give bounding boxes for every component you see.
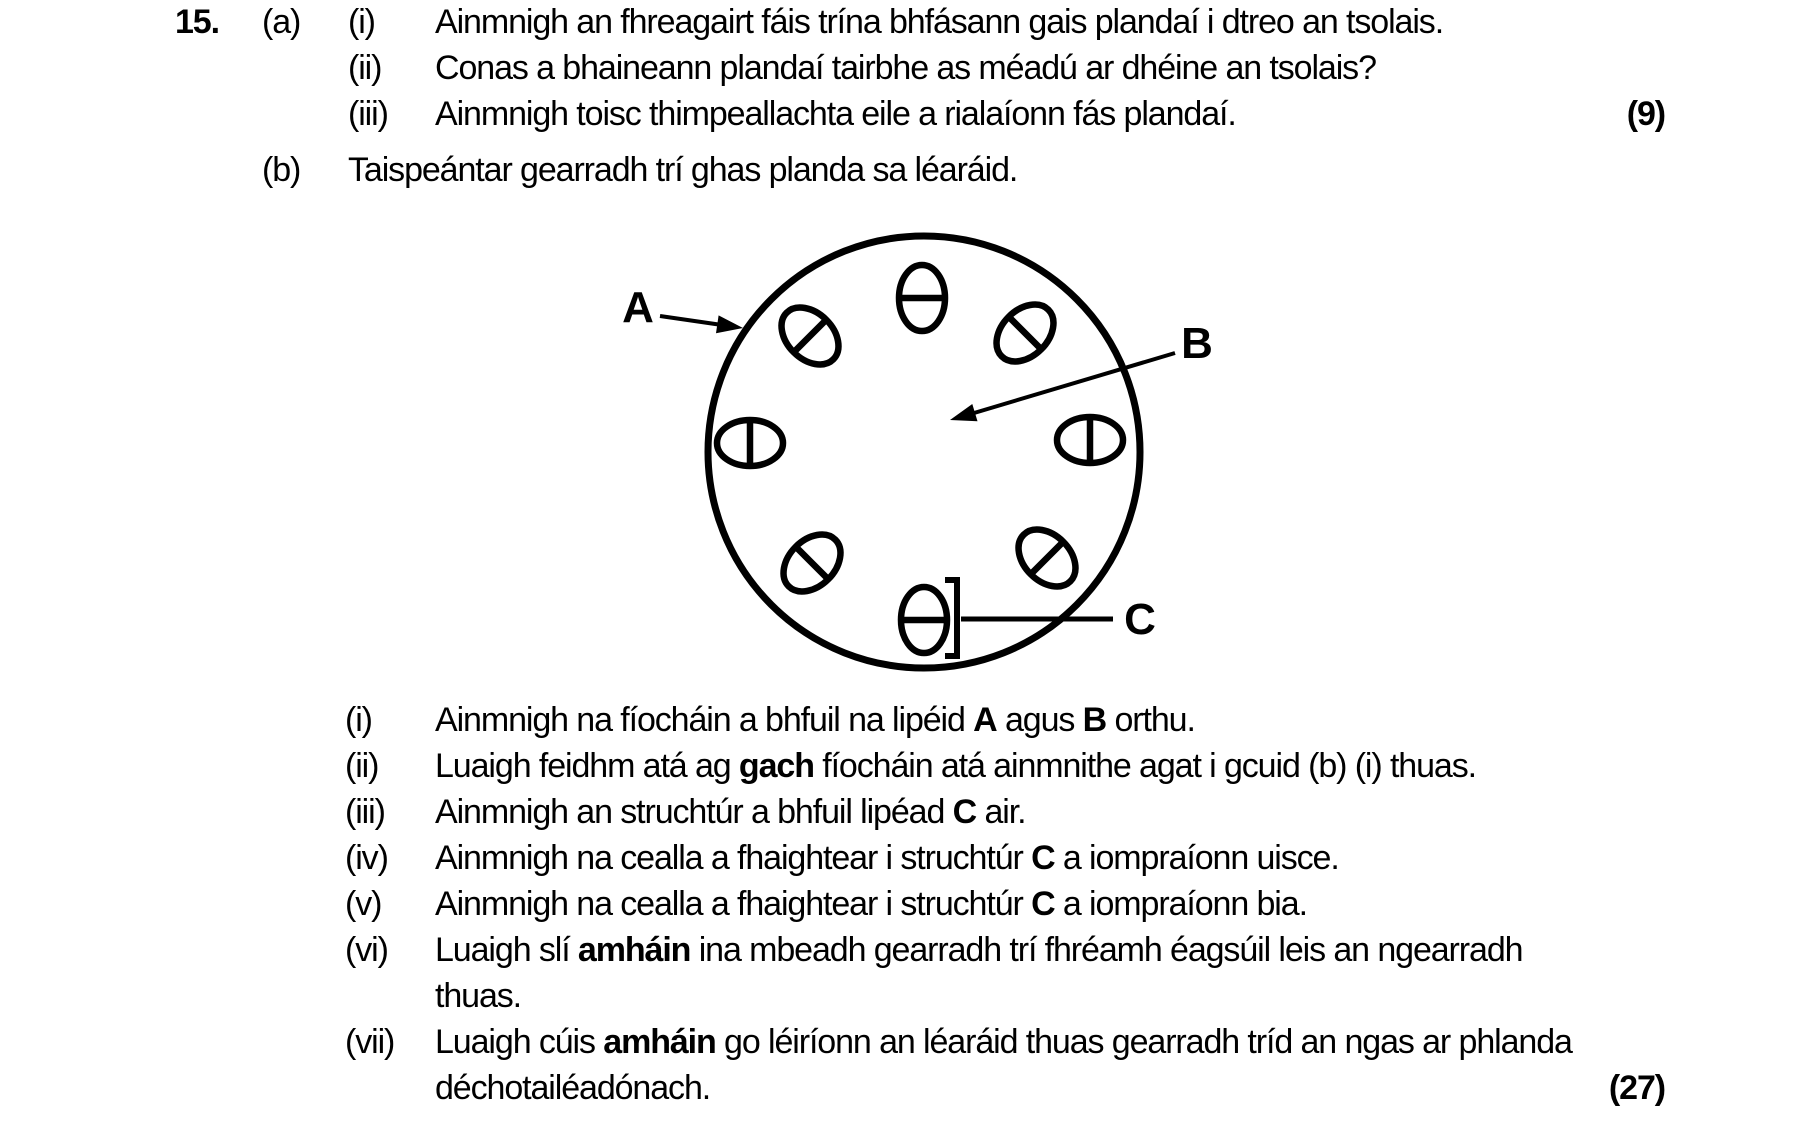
row-15b-ii [0,744,1818,788]
line-text: Luaigh cúis amháin go léiríonn an léaráid thuas gearradh tríd an ngas ar phlanda [435,1023,1572,1061]
vascular-bundle-southeast [1007,518,1086,597]
row-15b-iii [0,790,1818,834]
label-b: B [1181,319,1213,368]
line-text: Ainmnigh na fíocháin a bhfuil na lipéid A agus B orthu. [435,701,1195,739]
row-15b-intro [0,148,1818,192]
vascular-bundle-west [717,420,783,466]
row-15b-iv [0,836,1818,880]
label-a-arrow [660,315,743,333]
line-text: Luaigh slí amháin ina mbeadh gearradh trí fhréamh éagsúil leis an ngearradh [435,931,1523,969]
marks-badge: (27) [1608,1069,1665,1107]
part-label-b: (b) [262,151,301,189]
roman-ii: (ii) [345,747,379,785]
line-text: Ainmnigh na cealla a fhaightear i struchtúr C a iompraíonn bia. [435,885,1307,923]
question-number: 15. [175,3,219,41]
vascular-bundle-southwest [772,523,851,602]
row-15b-vii-cont [0,1066,1818,1110]
roman-iii: (iii) [345,793,385,831]
label-c: C [1124,595,1156,644]
label-b-arrow [950,353,1175,421]
row-15a-iii [0,92,1818,136]
roman-vi: (vi) [345,931,388,969]
row-15a-i [0,0,1818,44]
row-15a-ii [0,46,1818,90]
stem-cross-section-diagram [560,195,1260,695]
vascular-bundle-south [901,587,947,653]
vascular-bundle-east [1057,417,1123,463]
line-text: Taispeántar gearradh trí ghas planda sa léaráid. [348,151,1018,189]
vascular-bundle-north [899,265,945,331]
row-15b-vi [0,928,1818,972]
row-15b-vii [0,1020,1818,1064]
line-text: Conas a bhaineann plandaí tairbhe as méadú ar dhéine an tsolais? [435,49,1376,87]
roman-i: (i) [345,701,372,739]
roman-iv: (iv) [345,839,388,877]
line-text: Luaigh feidhm atá ag gach fíocháin atá ainmnithe agat i gcuid (b) (i) thuas. [435,747,1476,785]
vascular-bundle-northwest [770,296,849,375]
row-15b-i [0,698,1818,742]
roman-v: (v) [345,885,382,923]
line-text: Ainmnigh toisc thimpeallachta eile a rialaíonn fás plandaí. [435,95,1236,133]
marks-badge: (9) [1626,95,1665,133]
line-text: thuas. [435,977,522,1015]
roman-vii: (vii) [345,1023,395,1061]
line-text: déchotailéadónach. [435,1069,711,1107]
line-text: Ainmnigh an struchtúr a bhfuil lipéad C air. [435,793,1026,831]
row-15b-vi-cont [0,974,1818,1018]
roman-ii: (ii) [348,49,382,87]
line-text: Ainmnigh na cealla a fhaightear i struchtúr C a iompraíonn uisce. [435,839,1339,877]
roman-iii: (iii) [348,95,388,133]
vascular-bundle-ring [717,265,1123,653]
line-text: Ainmnigh an fhreagairt fáis trína bhfásann gais plandaí i dtreo an tsolais. [435,3,1444,41]
part-label-a: (a) [262,3,301,41]
vascular-bundle-northeast [985,293,1064,372]
roman-i: (i) [348,3,375,41]
row-15b-v [0,882,1818,926]
label-a: A [622,283,654,332]
